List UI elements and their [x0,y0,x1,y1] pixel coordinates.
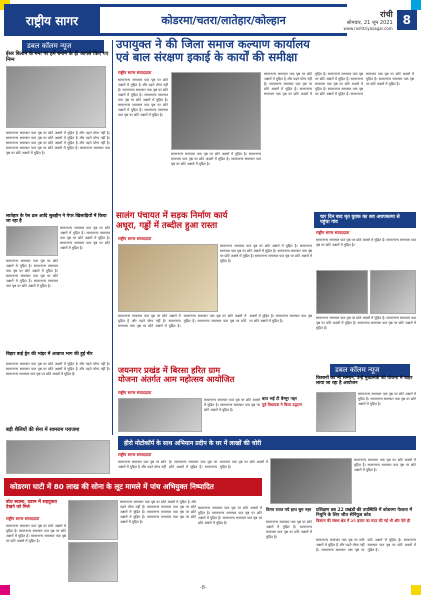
left-story3-headline: बिहार बाई ड्रेन की भांइर में आवाज भाग की हुई मीर [6,352,93,357]
news-photo [370,270,416,314]
page-number: 8 [397,10,417,30]
bottom-right-subhead: किसान की संस्था क्षेत्र में 25 हजार का मदद की गई भी और ऐसे ही [316,518,410,524]
article-body: सामानान्य समाचार पाठ पृष्ठ पर छोटे अक्षरों में मुद्रित है और पढ़ने योग्य नहीं है। सामानान्य समाचार पाठ पृष्ठ पर छोटे अक्षरों में मुद्रित है। सामानान्य समाचार पाठ पृष्ठ पर छोटे अक्षरों में मुद्रित है। सामानान्य समाचार पाठ पृष्ठ पर छोटे अक्षरों में मुद्रित है। सामानान्य समाचार पाठ पृष्ठ पर छोटे अक्षरों में मुद्रित है। [118,314,312,328]
column-divider [112,40,113,435]
district-header: कोडरमा/चतरा/लातेहार/कोल्हान [100,4,347,36]
article-body: सामानान्य समाचार पाठ पृष्ठ पर छोटे अक्षरों में मुद्रित है। सामानान्य समाचार पाठ पृष्ठ पर छोटे अक्षरों में मुद्रित है। [354,458,416,472]
bottom-left-credit: राष्ट्रीय सागर संवाददाता [6,516,40,521]
yoga-headline [118,366,314,385]
paper-name: राष्ट्रीय सागर [4,4,100,36]
main-credit: राष्ट्रीय सागर संवाददाता [118,70,152,75]
news-photo [270,458,352,504]
article-body: सामानान्य समाचार पाठ पृष्ठ पर छोटे अक्षरों में मुद्रित है। सामानान्य समाचार पाठ पृष्ठ पर छोटे अक्षरों में मुद्रित है। [316,238,416,247]
left-story2-headline: लातेहार के रेल ढल आदि सुन्नहीन ने पेपर खिलाड़ियों में किया जा रहा है [6,214,107,225]
bottom-right-head: प्रशिक्षण डब 22 प्रखंडों की उपस्थिति में कोडरमा पेलाता में निधुनि के लिए जीत सेनिंफुड कोड [316,508,413,519]
news-photo [68,542,118,582]
city-label: रांची [380,10,393,19]
date-label: सोमवार, 21 जून 2021 [346,20,393,26]
news-photo [6,66,106,128]
news-photo [118,244,218,312]
bottom-left-headline: बोध स्वास्थ, दवाम में सहयुक्ता देखने को मिले [6,500,57,511]
masthead [4,4,417,36]
road-headline-line1: सालंग पंचायत में सड़क निर्माण कार्य [116,211,228,221]
masthead-date [343,9,392,31]
double-col-tag: डबल कॉलम न्यूज [330,364,410,377]
news-photo [6,440,110,474]
article-body: सामानान्य समाचार पाठ पृष्ठ पर छोटे अक्षरों में मुद्रित है और पढ़ने योग्य नहीं है। सामानान्य समाचार पाठ पृष्ठ पर छोटे अक्षरों में मुद्रित है। सामानान्य समाचार पाठ पृष्ठ पर छोटे अक्षरों में मुद्रित है। सामानान्य समाचार पाठ पृष्ठ पर छोटे अक्षरों में मुद्रित है। सामानान्य समाचार पाठ पृष्ठ पर छोटे अक्षरों में मुद्रित है। सामानान्य समाचार पाठ पृष्ठ पर छोटे अक्षरों में मुद्रित है। सामानान्य समाचार पाठ पृष्ठ पर छोटे अक्षरों में मुद्रित है। सामानान्य समाचार पाठ पृष्ठ पर छोटे अक्षरों में मुद्रित है। [264,72,414,96]
news-box-headline [262,398,314,407]
article-body: सामानान्य समाचार पाठ पृष्ठ पर छोटे अक्षरों में मुद्रित है और पढ़ने योग्य नहीं है। सामानान्य समाचार पाठ पृष्ठ पर छोटे अक्षरों में मुद्रित है। सामानान्य समाचार पाठ पृष्ठ पर छोटे अक्षरों में मुद्रित है। सामानान्य समाचार पाठ पृष्ठ पर छोटे अक्षरों में मुद्रित है। सामानान्य समाचार पाठ पृष्ठ पर छोटे अक्षरों में मुद्रित है। [118,78,168,117]
yoga-credit: राष्ट्रीय सागर संवाददाता [118,390,152,395]
bottom-band: कोडरमा घाटी में 80 लाख की सोना के लूट मामले में पांच अभियुक्त निष्पादित [4,478,262,496]
article-body: सामानान्य समाचार पाठ पृष्ठ पर छोटे अक्षरों में मुद्रित है और पढ़ने योग्य नहीं है। सामानान्य समाचार पाठ पृष्ठ पर छोटे अक्षरों में मुद्रित है। सामानान्य समाचार पाठ पृष्ठ पर छोटे अक्षरों में मुद्रित है। सामानान्य समाचार पाठ पृष्ठ पर छोटे अक्षरों में मुद्रित है। [120,500,196,524]
news-photo [6,226,58,256]
news-box-head: बात भई टी बैम्मूर नहर [262,397,297,402]
masthead-meta [343,4,417,36]
article-body: सामानान्य समाचार पाठ पृष्ठ पर छोटे अक्षरों में मुद्रित है। सामानान्य समाचार पाठ पृष्ठ पर छोटे अक्षरों में मुद्रित है। [266,520,312,539]
yoga-headline-line2: योजना अंतर्गत आम महोत्सव आयोजित [118,374,235,385]
article-body: सामानान्य समाचार पाठ पृष्ठ पर छोटे अक्षरों में मुद्रित है और पढ़ने योग्य नहीं है। सामानान्य समाचार पाठ पृष्ठ पर छोटे अक्षरों में मुद्रित है। सामानान्य समाचार पाठ पृष्ठ पर छोटे अक्षरों में मुद्रित है। [316,538,416,552]
road-headline [116,212,312,232]
bottom-mid-headline: विनय राउत नये हाथ सुरु नहर [266,507,312,512]
registration-mark [0,585,10,595]
bottom-right-headline [316,508,416,524]
news-photo [171,72,261,150]
road-headline-line2: अधूरा, गड्ढों में तब्दील हुआ रास्ता [116,220,218,231]
website-label: www.rashtriyasagar.com [343,26,393,31]
registration-mark [411,585,421,595]
article-body: सामानान्य समाचार पाठ पृष्ठ पर छोटे अक्षरों में मुद्रित है। सामानान्य समाचार पाठ पृष्ठ पर छोटे अक्षरों में मुद्रित है। सामानान्य समाचार पाठ पृष्ठ पर छोटे अक्षरों में मुद्रित है। [198,506,262,525]
right-credit: राष्ट्रीय सागर संवाददाता [316,230,350,235]
main-headline-line1: उपायुक्त ने की जिला समाज कल्याण कार्यालय [116,37,310,51]
news-photo [68,500,118,540]
right-story-band: चार दिन बाद मृत युवक का शव अधपकामा से पहुंचा गांव [314,212,416,228]
main-headline [116,38,416,64]
page-marker: -8- [200,585,207,591]
double-col-headline: किसानों का भी सम्मान, उन्हें मुख्यमंत्री की योजना में बाहर लाया जा रहा है आयोजन [316,376,413,387]
article-body: सामानान्य समाचार पाठ पृष्ठ पर छोटे अक्षरों में मुद्रित है और पढ़ने योग्य नहीं है। सामानान्य समाचार पाठ पृष्ठ पर छोटे अक्षरों में मुद्रित है और पढ़ने योग्य नहीं है। सामानान्य समाचार पाठ पृष्ठ पर छोटे अक्षरों में मुद्रित है। [6,362,110,376]
article-body: सामानान्य समाचार पाठ पृष्ठ पर छोटे अक्षरों में मुद्रित है। सामानान्य समाचार पाठ पृष्ठ पर छोटे अक्षरों में मुद्रित है। सामानान्य समाचार पाठ पृष्ठ पर छोटे अक्षरों में मुद्रित है। [6,524,66,543]
article-body: सामानान्य समाचार पाठ पृष्ठ पर छोटे अक्षरों में मुद्रित है और पढ़ने योग्य नहीं है। सामानान्य समाचार पाठ पृष्ठ पर छोटे अक्षरों में मुद्रित है और पढ़ने योग्य नहीं है। सामानान्य समाचार पाठ पृष्ठ पर छोटे अक्षरों में मुद्रित है और पढ़ने योग्य नहीं है। सामानान्य समाचार पाठ पृष्ठ पर छोटे अक्षरों में मुद्रित है। सामानान्य समाचार पाठ पृष्ठ पर छोटे अक्षरों में मुद्रित है। [6,131,110,155]
news-box-subhead: पूर्व विधायक ने किया उद्घाटन [262,401,302,407]
article-body: सामानान्य समाचार पाठ पृष्ठ पर छोटे अक्षरों में मुद्रित है। सामानान्य समाचार पाठ पृष्ठ पर छोटे अक्षरों में मुद्रित है। सामानान्य समाचार पाठ पृष्ठ पर छोटे अक्षरों में मुद्रित है। सामानान्य समाचार पाठ पृष्ठ पर छोटे अक्षरों में मुद्रित है। [220,244,312,263]
left-story1-headline: ईसर बिलाने के मना पर हमें बनाने के ही आपसे किए गए निम्न [6,51,109,63]
article-body: सामानान्य समाचार पाठ पृष्ठ पर छोटे अक्षरों में मुद्रित है। सामानान्य समाचार पाठ पृष्ठ पर छोटे अक्षरों में मुद्रित है। [358,392,416,406]
left-story4-headline: बड़ी शैलियों की सेना में सामराम पराजमा [6,427,80,433]
article-body: सामानान्य समाचार पाठ पृष्ठ पर छोटे अक्षरों में मुद्रित है। सामानान्य समाचार पाठ पृष्ठ पर छोटे अक्षरों में मुद्रित है। सामानान्य समाचार पाठ पृष्ठ पर छोटे अक्षरों में मुद्रित है। [171,152,261,166]
news-photo [316,392,356,432]
yoga-headline-line1: जयनगर प्रखंड में बिरसा हरित ग्राम [118,365,221,375]
road-credit: राष्ट्रीय सागर संवाददाता [118,236,152,241]
article-body: सामानान्य समाचार पाठ पृष्ठ पर छोटे अक्षरों में मुद्रित है और पढ़ने योग्य नहीं है। सामानान्य समाचार पाठ पृष्ठ पर छोटे अक्षरों में मुद्रित है। सामानान्य समाचार पाठ पृष्ठ पर छोटे अक्षरों में मुद्रित है। [118,460,268,469]
article-body: सामानान्य समाचार पाठ पृष्ठ पर छोटे अक्षरों में मुद्रित है। सामानान्य समाचार पाठ पृष्ठ पर छोटे अक्षरों में मुद्रित है। सामानान्य समाचार पाठ पृष्ठ पर छोटे अक्षरों में मुद्रित है। [316,316,416,330]
main-headline-line2: एवं बाल संरक्षण इकाई के कार्यों की समीक्षा [116,50,298,65]
hri-credit: राष्ट्रीय सागर संवाददाता [118,452,152,457]
article-body: सामानान्य समाचार पाठ पृष्ठ पर छोटे अक्षरों में मुद्रित है। सामानान्य समाचार पाठ पृष्ठ पर छोटे अक्षरों में मुद्रित है। सामानान्य समाचार पाठ पृष्ठ पर छोटे अक्षरों में मुद्रित है। सामानान्य समाचार पाठ पृष्ठ पर छोटे अक्षरों में मुद्रित है। [6,259,58,288]
bureau-tag: डबल कॉलम न्यूज [22,40,104,53]
news-photo [118,398,202,432]
article-body: सामानान्य समाचार पाठ पृष्ठ पर छोटे अक्षरों में मुद्रित है। सामानान्य समाचार पाठ पृष्ठ पर छोटे अक्षरों में मुद्रित है। सामानान्य समाचार पाठ पृष्ठ पर छोटे अक्षरों में मुद्रित है। [60,226,110,250]
article-body: सामानान्य समाचार पाठ पृष्ठ पर छोटे अक्षरों में मुद्रित है। सामानान्य समाचार पाठ पृष्ठ पर छोटे अक्षरों में मुद्रित है। [204,398,260,412]
hri-story-band: हीरो मोटोकॉर्प के साथ अभियान प्रदीप के घर में लाखों की चोरी [118,436,416,450]
news-photo [316,270,368,314]
